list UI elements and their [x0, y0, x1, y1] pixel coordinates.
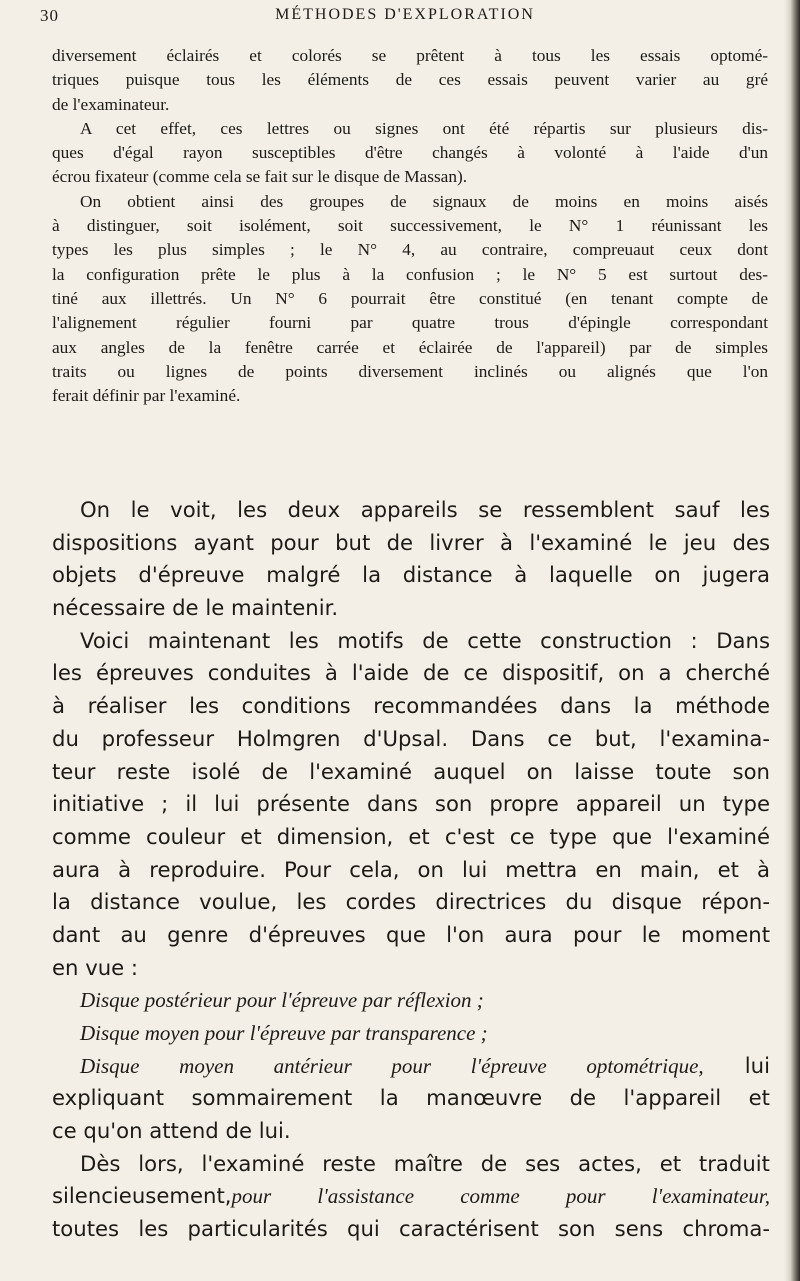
text-line: objets d'épreuve malgré la distance à laquelle on jugera	[52, 562, 770, 588]
text-line: aux angles de la fenêtre carrée et éclairée de l'appareil) par de simples	[52, 337, 768, 357]
text-line: expliquant sommairement la manœuvre de l'appareil et	[52, 1085, 770, 1111]
text-line: à réaliser les conditions recommandées dans la méthode	[52, 693, 770, 719]
text-line: triques puisque tous les éléments de ces essais peuvent varier au gré	[52, 70, 768, 90]
silencieusement-line	[52, 1180, 770, 1213]
text-line: du professeur Holmgren d'Upsal. Dans ce but, l'examina-	[52, 725, 770, 751]
text-line: Dès lors, l'examiné reste maître de ses actes, et traduit	[80, 1150, 770, 1176]
text-line: ce qu'on attend de lui.	[52, 1118, 291, 1144]
page-edge-shadow	[784, 0, 800, 1281]
page-number: 30	[40, 6, 59, 25]
text-line: de l'examinateur.	[52, 94, 170, 114]
page-header	[40, 6, 770, 36]
disque-anterieur-tail: lui	[703, 1052, 770, 1078]
disque-moyen-line: Disque moyen pour l'épreuve par transparence ;	[80, 1021, 488, 1045]
text-line: aura à reproduire. Pour cela, on lui mettra en main, et à	[52, 856, 770, 882]
text-line: On le voit, les deux appareils se ressemblent sauf les	[80, 497, 770, 522]
disque-posterieur-line: Disque postérieur pour l'épreuve par réflexion ;	[80, 988, 484, 1013]
text-line: initiative ; il lui présente dans son propre appareil un type	[52, 791, 770, 817]
disque-anterieur-italic: Disque moyen antérieur pour l'épreuve optométrique,	[80, 1053, 704, 1078]
text-line: toutes les particularités qui caractérisent son sens chroma-	[52, 1216, 770, 1242]
text-line: comme couleur et dimension, et c'est ce type que l'examiné	[52, 823, 770, 849]
text-line: A cet effet, ces lettres ou signes ont été répartis sur plusieurs dis-	[80, 118, 768, 138]
text-line: les épreuves conduites à l'aide de ce dispositif, on a cherché	[52, 660, 770, 686]
text-line: teur reste isolé de l'examiné auquel on laisse toute son	[52, 758, 770, 784]
text-line: traits ou lignes de points diversement inclinés ou alignés que l'on	[52, 361, 768, 381]
text-line: la distance voulue, les cordes directrices du disque répon-	[52, 889, 770, 915]
running-title: MÉTHODES D'EXPLORATION	[275, 6, 535, 23]
text-line: dant au genre d'épreuves que l'on aura pour le moment	[52, 921, 770, 947]
disque-anterieur-line	[52, 1050, 770, 1083]
silencieusement-italic: pour l'assistance comme pour l'examinateur,	[231, 1184, 770, 1209]
text-line: à distinguer, soit isolément, soit successivement, le N° 1 réunissant les	[52, 216, 768, 236]
text-line: ferait définir par l'examiné.	[52, 386, 241, 406]
text-line: en vue :	[52, 954, 139, 980]
text-line: nécessaire de le maintenir.	[52, 595, 339, 621]
text-line: écrou fixateur (comme cela se fait sur le disque de Massan).	[52, 167, 468, 187]
large-print-paragraphs	[52, 494, 770, 1246]
text-line: la configuration prête le plus à la confusion ; le N° 5 est surtout des-	[52, 264, 768, 284]
text-line: On obtient ainsi des groupes de signaux de moins en moins aisés	[80, 191, 768, 211]
text-line: types les plus simples ; le N° 4, au contraire, compreuaut ceux dont	[52, 240, 768, 260]
text-line: Voici maintenant les motifs de cette construction : Dans	[80, 627, 770, 653]
text-line: ques d'égal rayon susceptibles d'être changés à volonté à l'aide d'un	[52, 143, 768, 163]
small-print-paragraphs	[52, 44, 768, 408]
text-line: dispositions ayant pour but de livrer à l'examiné le jeu des	[52, 529, 770, 555]
silencieusement-plain: silencieusement,	[52, 1183, 232, 1209]
text-line: tiné aux illettrés. Un N° 6 pourrait être constitué (en tenant compte de	[52, 288, 768, 308]
text-line: l'alignement régulier fourni par quatre trous d'épingle correspondant	[52, 313, 768, 333]
text-line: diversement éclairés et colorés se prêtent à tous les essais optomé-	[52, 46, 768, 65]
